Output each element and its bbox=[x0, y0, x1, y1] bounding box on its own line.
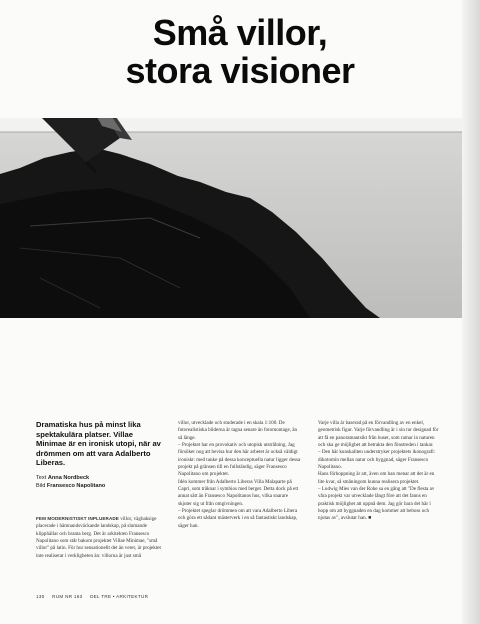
intro-caps: FEM MODERNISTISKT INPLUERADE bbox=[36, 516, 119, 521]
body-text: villor, vägbaksige placerade i hämnandsväckande landskap, på slumande klipphällar och branta berg. Det är arkitekten Fransesco Napolitano som står bakom projektet Villae Minimae, "små villor" på latin. För hur sensationellt det än verer, är projektet inte realiserat i verkligheten än: villorna är just små bbox=[36, 516, 161, 559]
headline bbox=[0, 14, 480, 90]
headline-line-2: stora visioner bbox=[125, 50, 355, 91]
lead-paragraph: Dramatiska hus på minst lika spektakulära platser. Villae Minimae är en ironisk utopi, när av drömmen om att vara Adalberto Liberas. bbox=[36, 420, 161, 468]
issue-label: RUM NR 163 bbox=[52, 594, 83, 599]
body-column-3 bbox=[318, 420, 440, 523]
cliff-villa-photo bbox=[0, 118, 467, 318]
spine-shadow bbox=[462, 0, 480, 624]
section-label: DEL TRE • ARKITEKTUR bbox=[90, 594, 149, 599]
page-number: 130 bbox=[36, 594, 45, 599]
byline bbox=[36, 475, 164, 490]
text-credit-label: Text bbox=[36, 475, 47, 481]
headline-line-1: Små villor, bbox=[152, 12, 328, 53]
photo-credit-label: Bild bbox=[36, 482, 46, 489]
text-credit-name: Anna Nordbeck bbox=[47, 475, 90, 481]
cliff-villa-illustration bbox=[0, 118, 467, 318]
text-credit bbox=[36, 475, 164, 483]
body-column-1 bbox=[36, 515, 164, 560]
body-paragraph bbox=[36, 515, 164, 560]
body-text: villor, utvecklade och studerade i en skala 1:100. De fotorealistiska bilderna är tagna senare än fotomontage, än så länge. – Projektet har en provokativ och utopisk utstrålning. Jag försöker nog att bevisa hur den här arbetet är också väldigt ironiskt: med tanke på dessa konceptuella natur ligger dessa projekt på gränsen till en fullständig, säger Fransesco Napolitano om projektet. Idén kommer från Adalberto Liberas Villa Malaparte på Capri, som träknar i symbios med berget. Detta dock på ett annat sätt än Fransesco Napolitanos hus, vilka snarare skjuter sig ut från omgivningen. – Projektet speglar drömmen om att vara Adalberto Libera och göra ett sådant mästerverk i en så fantastiskt landskap, säger han. bbox=[178, 420, 301, 529]
body-text: Varje villa är baserad på en förvandling av en enkel, geometrisk figur. Varje förvandling är i sin tur designad för att få en panoramautsikt från huset, som ramar in naturen och ska ge möjlighet att betrakta den fönstreden i tankar. – Den här kunskaliten understryker projektets ikonografi: dikotomin mellan natur och byggnad, säger Fransesco Napolitano. Hans förhoppning är att, även om han menar att det är en lite kvar, så småningom kunna realisera projektet. – Ludwig Mies van der Rohe sa en gång att "De flesta av våra projekt var utvecklade långt före att det fanns en praktisk möjlighet att uppnå dem. Jag gör bara det här i hopp om att byggnaden en dag kommer att beboss och njutas av", avslutar han. ■ bbox=[318, 420, 439, 522]
photo-credit bbox=[36, 483, 164, 491]
photo-credit-name: Fransesco Napolitano bbox=[46, 482, 106, 489]
folio bbox=[36, 594, 336, 599]
body-column-2 bbox=[178, 420, 302, 530]
